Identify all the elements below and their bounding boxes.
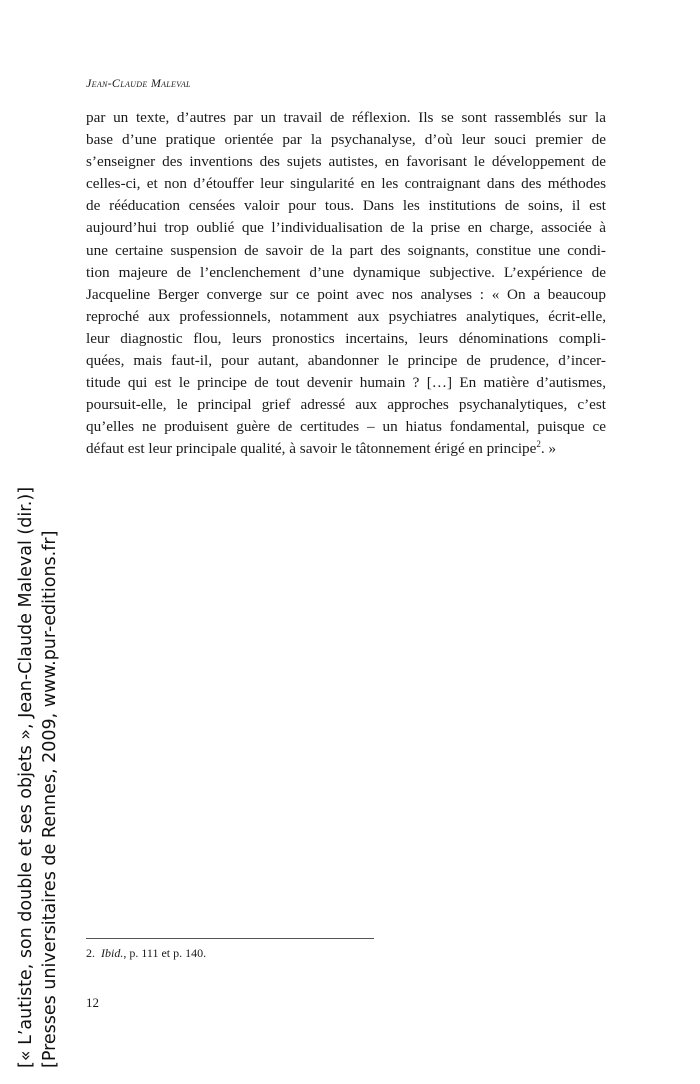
running-head: Jean-Claude Maleval bbox=[86, 76, 191, 90]
body-line: aujourd’hui trop oublié que l’individualisation de la prise en charge, associée à bbox=[86, 219, 606, 237]
last-line-text: défaut est leur principale qualité, à savoir le tâtonnement érigé en principe bbox=[86, 440, 537, 458]
body-line: une certaine suspension de savoir de la part des soignants, constitue une condi- bbox=[86, 241, 606, 259]
body-line: reproché aux professionnels, notamment aux psychiatres analytiques, écrit-elle, bbox=[86, 307, 606, 325]
footnote-pages: , p. 111 et p. 140. bbox=[123, 946, 207, 960]
body-line: qu’elles ne produisent guère de certitudes – un hiatus fondamental, puisque ce bbox=[86, 418, 606, 436]
body-line: par un texte, d’autres par un travail de réflexion. Ils se sont rassemblés sur la bbox=[86, 109, 606, 126]
footnote-ibid: Ibid. bbox=[101, 946, 124, 960]
body-paragraph bbox=[86, 107, 606, 461]
citation-line-2: [Presses universitaires de Rennes, 2009, www.pur-editions.fr] bbox=[40, 530, 60, 1068]
footnote bbox=[86, 946, 206, 961]
body-line: base d’une pratique orientée par la psychanalyse, d’où leur souci premier de bbox=[86, 131, 606, 149]
body-line: poursuit-elle, le principal grief adressé aux approches psychanalytiques, c’est bbox=[86, 396, 606, 414]
body-line-last bbox=[86, 438, 606, 460]
body-line: leur diagnostic flou, leurs pronostics incertains, leurs dénominations compli- bbox=[86, 329, 606, 347]
body-line: s’enseigner des inventions des sujets autistes, en favorisant le développement de bbox=[86, 153, 606, 171]
footnote-reference[interactable]: 2 bbox=[536, 439, 541, 450]
body-line: tion majeure de l’enclenchement d’une dynamique subjective. L’expérience de bbox=[86, 263, 606, 281]
closing-quote: . » bbox=[540, 440, 557, 458]
body-line: quées, mais faut-il, pour autant, abandonner le principe de prudence, d’incer- bbox=[86, 352, 606, 370]
footnote-separator bbox=[86, 938, 374, 939]
body-line: de rééducation censées valoir pour tous. Dans les institutions de soins, il est bbox=[86, 197, 606, 215]
citation-line-1: [« L’autiste, son double et ses objets », Jean-Claude Maleval (dir.)] bbox=[16, 486, 36, 1068]
side-citation bbox=[14, 487, 62, 1068]
body-line: titude qui est le principe de tout devenir humain ? […] En matière d’autismes, bbox=[86, 374, 606, 392]
footnote-number: 2. bbox=[86, 946, 95, 960]
body-line: Jacqueline Berger converge sur ce point avec nos analyses : « On a beaucoup bbox=[86, 285, 606, 303]
body-line: celles-ci, et non d’étouffer leur singularité en les contraignant dans des méthodes bbox=[86, 175, 606, 193]
page-number: 12 bbox=[86, 995, 99, 1010]
